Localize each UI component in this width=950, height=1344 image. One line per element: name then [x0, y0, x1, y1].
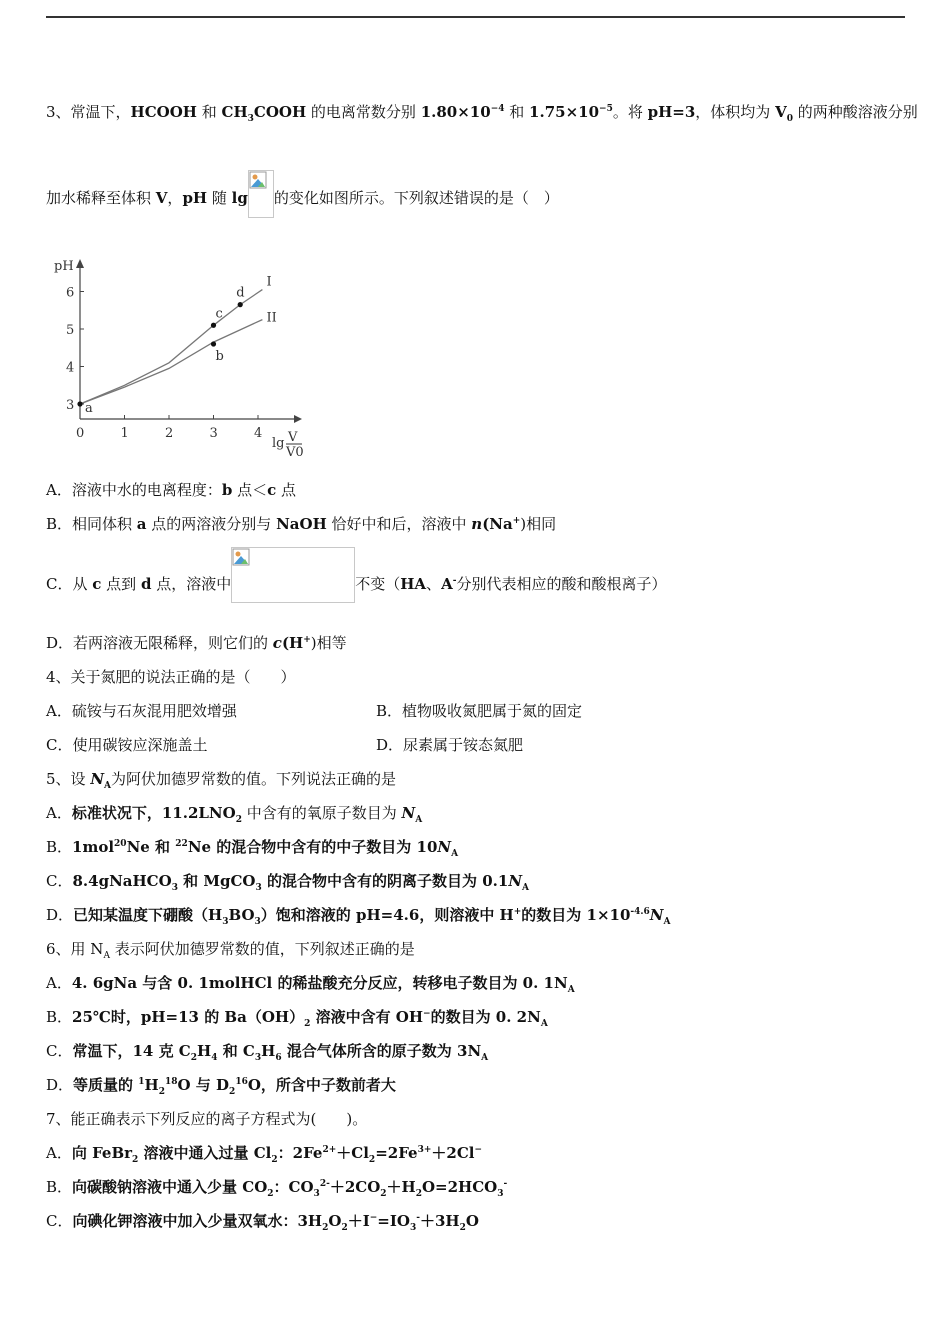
- q3-option-b: B．相同体积 a 点的两溶液分别与 NaOH 恰好中和后，溶液中 n(Na+)相同: [46, 515, 557, 533]
- y-tick-label: 5: [66, 323, 75, 338]
- q6-option-b: B．25℃时，pH=13 的 $Ba(OH)_2$ 溶液中含有 OH−的数目为 0. $2N_A$: [46, 1008, 548, 1029]
- point-label-b: b: [215, 349, 224, 364]
- q4-options-row2: [46, 735, 906, 755]
- x-tick-label: 4: [254, 426, 263, 441]
- q6-option-c: C．常温下，14 克 $C_2H_4$ 和 $C_3H_6$ 混合气体所含的原子数为 $3N_A$: [46, 1042, 489, 1063]
- q4-option-d: D．尿素属于铵态氮肥: [376, 736, 524, 754]
- broken-image-icon: [248, 170, 274, 218]
- x-axis-label-numerator: V: [288, 430, 298, 445]
- q4-option-c: C．使用碳铵应深施盖土: [46, 736, 208, 754]
- y-axis-arrow-icon: [76, 259, 84, 268]
- q4-option-b: B．植物吸收氮肥属于氮的固定: [376, 702, 583, 720]
- series-line-I: [80, 290, 262, 404]
- q3-option-d: D．若两溶液无限稀释，则它们的 c(H+)相等: [46, 634, 347, 652]
- point-c: [211, 323, 216, 328]
- q3-option-a: A．溶液中水的电离程度：b 点＜c 点: [46, 481, 297, 499]
- point-label-c: c: [215, 306, 223, 322]
- y-tick-label: 4: [66, 360, 75, 376]
- q5-option-a: A．标准状况下，$11.2LNO_2$ 中含有的氧原子数目为 $N_A$: [46, 804, 423, 825]
- q5-option-b: B．1mol$^{20}$Ne 和 $^{22}$Ne 的混合物中含有的中子数目为 $10N_A$: [46, 838, 459, 859]
- x-tick-label: 2: [165, 426, 174, 441]
- ph-dilution-chart: [46, 254, 306, 464]
- q6-stem: 6、用 $N_A$ 表示阿伏加德罗常数的值，下列叙述正确的是: [46, 940, 415, 961]
- q7-option-a: A．向 FeBr$_2$ 溶液中通入过量 $Cl_2$：$2Fe^{2+}+Cl_2=2Fe^{3+}+2Cl^-$: [46, 1144, 483, 1165]
- point-label-d: d: [236, 285, 245, 301]
- y-axis-label: pH: [54, 259, 74, 274]
- q3-stem-line1: 3、常温下，HCOOH 和 $CH_3COOH$ 的电离常数分别 $1.80\times 10^{-4}$ 和 $1.75\times 10^{-5}$。将 pH=3，体积均为 $V_0$ 的两种酸溶液分别: [46, 103, 918, 124]
- broken-image-icon: [231, 547, 355, 603]
- q6-option-d: D．等质量的 $^1H_2^{18}O$ 与 $D_2^{16}O$，所含中子数前者大: [46, 1076, 396, 1097]
- q6-option-a: A．4. 6gNa 与含 0. 1molHCl 的稀盐酸充分反应，转移电子数目为 0. $1N_A$: [46, 974, 575, 995]
- series-label-I: I: [266, 274, 272, 290]
- x-axis-label-denominator: V0: [286, 445, 304, 460]
- y-tick-label: 6: [66, 285, 75, 301]
- x-tick-label: 3: [209, 426, 218, 441]
- q7-option-c: C．向碘化钾溶液中加入少量双氧水：$3H_2O_2+I^-=IO_3^-+3H_2O$: [46, 1212, 479, 1233]
- series-label-II: II: [266, 310, 277, 326]
- point-b: [211, 341, 216, 346]
- x-axis-label: lg: [272, 436, 285, 451]
- q7-option-b: B．向碳酸钠溶液中通入少量 $CO_2$：$CO_3^{2-}+2CO_2+H_2O=2HCO_3^-$: [46, 1178, 508, 1199]
- q4-stem: 4、关于氮肥的说法正确的是（ ）: [46, 668, 296, 686]
- q5-option-d: D．已知某温度下硼酸$(H_3BO_3)$饱和溶液的 pH=4.6，则溶液中 H+的数目为 $1\times 10^{-4.6}N_A$: [46, 906, 671, 927]
- q3-stem-line2: 加水稀释至体积 V，pH 随 lg 的变化如图所示。下列叙述错误的是（ ）: [46, 188, 559, 208]
- q3-option-c: C．从 c 点到 d 点，溶液中 不变（HA、A-分别代表相应的酸和酸根离子）: [46, 574, 666, 595]
- series-line-II: [80, 320, 262, 404]
- y-tick-label: 3: [66, 398, 75, 413]
- q4-option-a: A．硫铵与石灰混用肥效增强: [46, 702, 237, 720]
- q5-option-c: C．8.4gNaHCO$_3$ 和 MgCO$_3$ 的混合物中含有的阴离子数目为 $0.1N_A$: [46, 872, 530, 893]
- q5-stem: 5、设 $N_A$为阿伏加德罗常数的值。下列说法正确的是: [46, 770, 397, 791]
- header-rule: [46, 16, 905, 18]
- x-axis-arrow-icon: [294, 415, 302, 423]
- q4-options-row1: [46, 701, 906, 721]
- q7-stem: 7、能正确表示下列反应的离子方程式为( )。: [46, 1110, 368, 1128]
- x-tick-label: 1: [120, 426, 129, 441]
- point-d: [238, 302, 243, 307]
- x-tick-label: 0: [76, 426, 85, 441]
- point-a: [77, 401, 82, 406]
- point-label-a: a: [85, 401, 93, 416]
